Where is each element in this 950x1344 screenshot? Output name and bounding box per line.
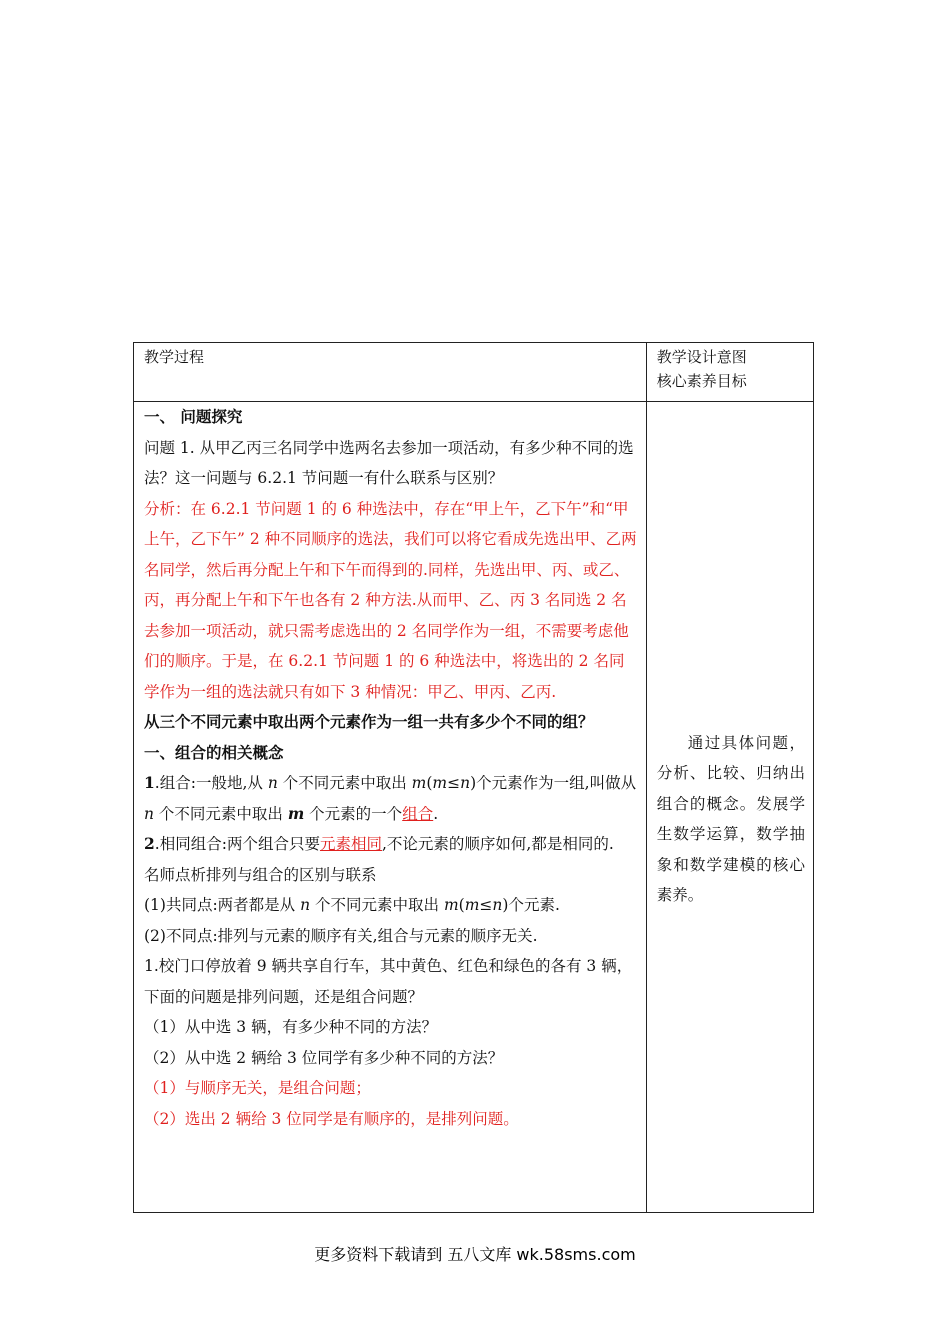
common-leq: ≤ [479,896,493,914]
footer-link-text[interactable]: 更多资料下载请到 五八文库 wk.58sms.com [314,1245,636,1264]
header-left-label: 教学过程 [144,348,205,366]
header-row [134,343,814,402]
lesson-table [133,342,814,1213]
var-n: n [300,896,311,914]
def2-text-a: .相同组合:两个组合只要 [154,835,320,853]
header-right-line2: 核心素养目标 [656,372,747,390]
difference-point: (2)不同点:排列与元素的顺序有关,组合与元素的顺序无关. [144,926,538,945]
example-q1: （1）从中选 3 辆，有多少种不同的方法？ [144,1018,438,1036]
var-n: n [460,774,471,792]
main-body [134,402,646,1162]
header-right-line1: 教学设计意图 [656,348,747,366]
section2-title: 一、组合的相关概念 [144,742,284,762]
common-text-b: 个不同元素中取出 [310,896,444,914]
var-m: m [411,774,427,792]
header-right-labels [647,343,813,395]
common-point [144,890,638,921]
design-intent-text: 通过具体问题，分析、比较、归纳出组合的概念。发展学生数学运算，数学抽象和数学建模的核心素养。 [656,733,805,905]
def1-end: . [433,804,439,823]
term-combination: 组合 [402,804,434,823]
main-content-cell [134,402,647,1213]
def1-number: 1 [144,773,155,792]
analysis-text: 分析：在 6.2.1 节问题 1 的 6 种选法中，存在“甲上午，乙下午”和“甲上午，乙下午” 2 种不同顺序的选法，我们可以将它看成先选出甲、乙两名同学，然后再分配上午和下午而得到的.同样，先选出甲、丙、或乙、丙，再分配上午和下午也各有 2 种方法.从而甲、乙、丙 3 名同选 2 名去参加一项活动，就只需考虑选出的 2 名同学作为一组，不需要考虑他们的顺序。于是，在 6.2.1 节问题 1 的 6 种选法中，将选出的 2 名同学作为一组的选法就只有如下 3 种情况：甲乙、甲丙、乙丙. [144,499,637,701]
example-problem: 1.校门口停放着 9 辆共享自行车，其中黄色、红色和绿色的各有 3 辆，下面的问题是排列问题，还是组合问题？ [144,957,633,1006]
def2-number: 2 [144,834,155,853]
def1-paren-open: ( [426,774,433,792]
def1-leq: ≤ [447,774,461,792]
bold-question: 从三个不同元素中取出两个元素作为一组一共有多少个不同的组？ [144,712,594,731]
def1-text-e: )个元素作为一组,叫做从 [470,774,637,792]
def2-text-b: ,不论元素的顺序如何,都是相同的. [381,835,614,853]
content-row [134,402,814,1213]
common-text-e: )个元素. [502,896,560,914]
def1-text-g: 个元素的一个 [304,804,403,823]
definition-1 [144,768,638,829]
bottom-spacer [144,1134,638,1162]
definition-2 [144,829,638,860]
def1-text-f: 个不同元素中取出 [153,804,288,823]
common-text-a: (1)共同点:两者都是从 [144,896,301,914]
question1: 问题 1. 从甲乙丙三名同学中选两名去参加一项活动，有多少种不同的选法？这一问题与 6.2.1 节问题一有什么联系与区别？ [144,438,634,487]
header-left-cell [134,343,647,402]
var-n: n [267,774,278,792]
common-paren-open: ( [458,896,465,914]
example-answer1: （1）与顺序无关，是组合问题； [144,1079,371,1097]
var-m: m [443,896,459,914]
example-q2: （2）从中选 2 辆给 3 位同学有多少种不同的方法？ [144,1048,504,1067]
def1-text-b: 个不同元素中取出 [277,774,412,792]
term-same-elements: 元素相同 [319,835,382,853]
teacher-note: 名师点析排列与组合的区别与联系 [144,865,377,884]
var-n: n [492,896,503,914]
def1-text-a: .组合:一般地,从 [154,774,268,792]
var-m: m [464,896,480,914]
section1-title: 一、 问题探究 [144,407,243,426]
header-right-cell [646,343,813,402]
side-intent-cell [646,402,813,1213]
var-m: m [432,774,448,792]
var-m: m [287,803,305,823]
var-n: n [144,804,154,823]
example-answer2: （2）选出 2 辆给 3 位同学是有顺序的，是排列问题。 [144,1109,519,1128]
